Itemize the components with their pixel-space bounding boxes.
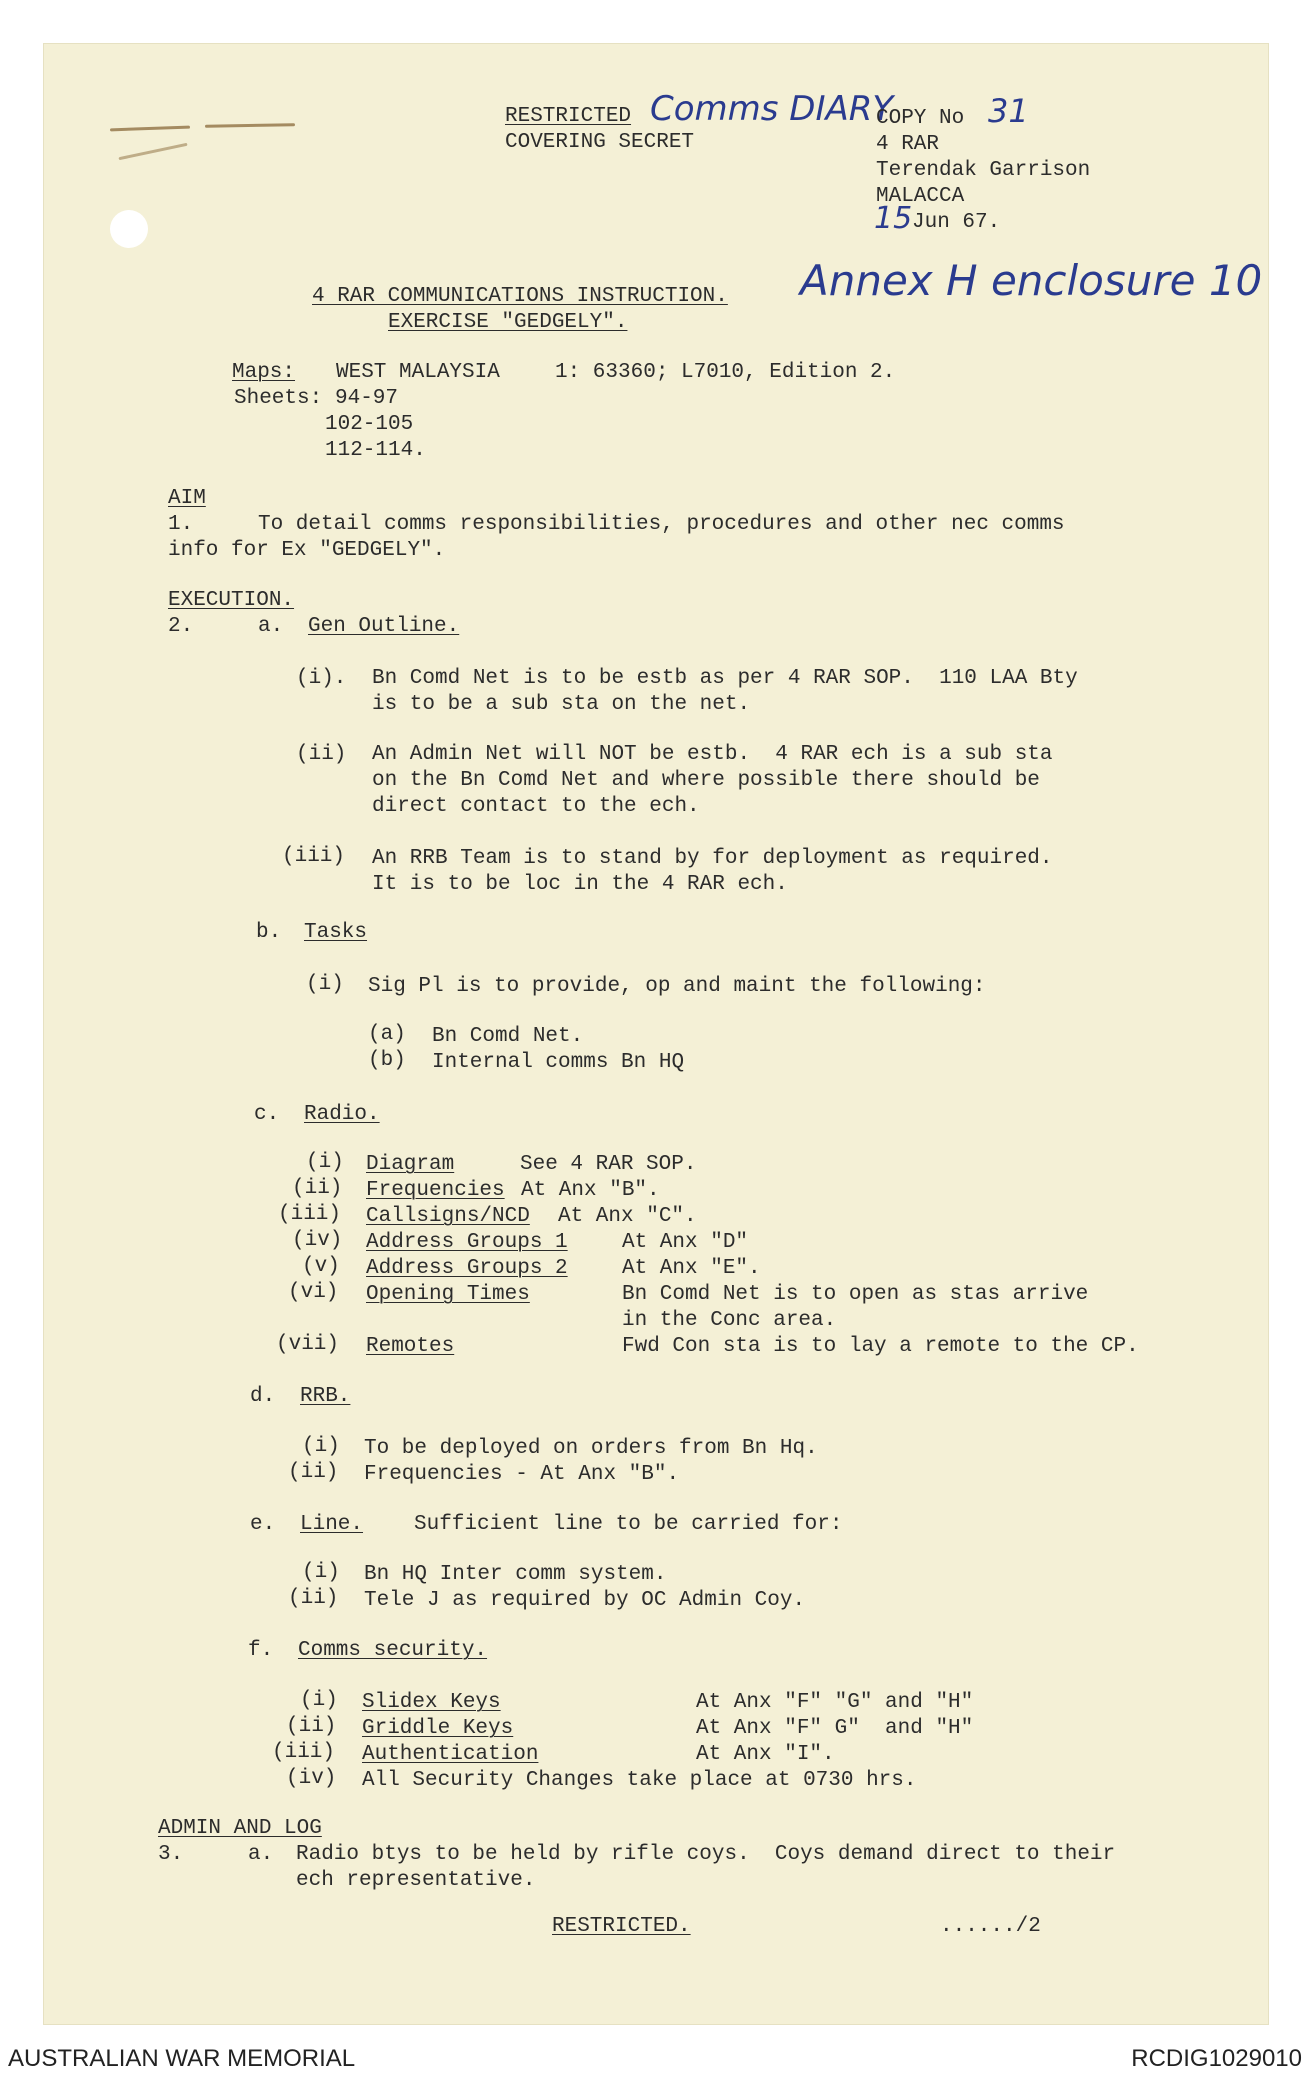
item-text: Frequencies - At Anx "B". bbox=[364, 1463, 680, 1486]
copy-number: 31 bbox=[988, 92, 1029, 130]
item-value: Bn Comd Net is to open as stas arrive bbox=[622, 1283, 1089, 1306]
line-heading: Line. bbox=[300, 1513, 364, 1536]
item-label: Opening Times bbox=[366, 1283, 530, 1306]
item-value: At Anx "B". bbox=[521, 1179, 660, 1202]
aim-heading: AIM bbox=[168, 487, 206, 510]
item-label: Frequencies bbox=[366, 1179, 505, 1202]
restricted-footer: RESTRICTED. bbox=[552, 1915, 691, 1938]
item-number: (b) bbox=[368, 1049, 406, 1072]
item-number: (ii) bbox=[296, 743, 347, 766]
location: Terendak Garrison bbox=[876, 159, 1091, 182]
item-text: on the Bn Comd Net and where possible there should be bbox=[372, 769, 1040, 792]
item-label: Diagram bbox=[366, 1153, 455, 1176]
subpara-letter: e. bbox=[250, 1513, 276, 1536]
item-text: All Security Changes take place at 0730 hrs. bbox=[362, 1769, 917, 1792]
gen-outline-heading: Gen Outline. bbox=[308, 615, 460, 638]
archive-caption-right: RCDIG1029010 bbox=[1131, 2045, 1302, 2072]
item-number: (iii) bbox=[272, 1741, 336, 1764]
sheet-range: 112-114. bbox=[325, 439, 426, 462]
date-rest: Jun 67. bbox=[912, 211, 1001, 234]
item-label: Address Groups 2 bbox=[366, 1257, 568, 1280]
maps-label: Maps: bbox=[232, 361, 296, 384]
item-label: Griddle Keys bbox=[362, 1717, 514, 1740]
item-value: At Anx "I". bbox=[696, 1743, 835, 1766]
map-name: WEST MALAYSIA bbox=[336, 361, 500, 384]
para-number: 2. bbox=[168, 615, 194, 638]
item-text: An RRB Team is to stand by for deployment as required. bbox=[372, 847, 1053, 870]
handwritten-comms-diary: Comms DIARY bbox=[650, 89, 894, 129]
item-text: direct contact to the ech. bbox=[372, 795, 700, 818]
item-text: Internal comms Bn HQ bbox=[432, 1051, 685, 1074]
item-value: At Anx "C". bbox=[558, 1205, 697, 1228]
tasks-heading: Tasks bbox=[304, 921, 368, 944]
subpara-letter: d. bbox=[250, 1385, 276, 1408]
item-value: See 4 RAR SOP. bbox=[520, 1153, 697, 1176]
item-label: Slidex Keys bbox=[362, 1691, 501, 1714]
item-number: (i) bbox=[302, 1561, 340, 1584]
item-text: Bn HQ Inter comm system. bbox=[364, 1563, 667, 1586]
item-value: At Anx "F" G" and "H" bbox=[696, 1717, 974, 1740]
subpara-letter: a. bbox=[258, 615, 284, 638]
item-label: Callsigns/NCD bbox=[366, 1205, 530, 1228]
aim-text: To detail comms responsibilities, procedures and other nec comms bbox=[258, 513, 1065, 536]
subpara-letter: b. bbox=[256, 921, 282, 944]
aim-text: info for Ex "GEDGELY". bbox=[168, 539, 446, 562]
item-text: Tele J as required by OC Admin Coy. bbox=[364, 1589, 806, 1612]
item-number: (iii) bbox=[278, 1203, 342, 1226]
sheet-range: 94-97 bbox=[335, 387, 399, 410]
admin-text: ech representative. bbox=[296, 1869, 536, 1892]
item-text: It is to be loc in the 4 RAR ech. bbox=[372, 873, 788, 896]
item-number: (iii) bbox=[282, 845, 346, 868]
item-number: (iv) bbox=[292, 1229, 343, 1252]
rrb-heading: RRB. bbox=[300, 1385, 351, 1408]
item-text: To be deployed on orders from Bn Hq. bbox=[364, 1437, 818, 1460]
item-number: (iv) bbox=[286, 1767, 337, 1790]
item-number: (ii) bbox=[288, 1461, 339, 1484]
item-text: An Admin Net will NOT be estb. 4 RAR ech is a sub sta bbox=[372, 743, 1053, 766]
subpara-letter: a. bbox=[248, 1843, 274, 1866]
subpara-letter: f. bbox=[248, 1639, 274, 1662]
item-number: (i) bbox=[300, 1689, 338, 1712]
continuation-marker: ....../2 bbox=[940, 1915, 1041, 1938]
para-number: 3. bbox=[158, 1843, 184, 1866]
admin-heading: ADMIN AND LOG bbox=[158, 1817, 322, 1840]
item-number: (i) bbox=[306, 1151, 344, 1174]
sheet-range: 102-105 bbox=[325, 413, 414, 436]
item-value: in the Conc area. bbox=[622, 1309, 837, 1332]
item-number: (ii) bbox=[292, 1177, 343, 1200]
admin-text: Radio btys to be held by rifle coys. Coys demand direct to their bbox=[296, 1843, 1116, 1866]
item-number: (i) bbox=[302, 1435, 340, 1458]
document-page bbox=[44, 44, 1268, 2024]
item-number: (ii) bbox=[286, 1715, 337, 1738]
item-value: At Anx "E". bbox=[622, 1257, 761, 1280]
line-intro: Sufficient line to be carried for: bbox=[414, 1513, 843, 1536]
item-number: (i) bbox=[306, 973, 344, 996]
item-value: Fwd Con sta is to lay a remote to the CP. bbox=[622, 1335, 1139, 1358]
item-label: Address Groups 1 bbox=[366, 1231, 568, 1254]
execution-heading: EXECUTION. bbox=[168, 589, 295, 612]
item-number: (a) bbox=[368, 1023, 406, 1046]
title-line-2: EXERCISE "GEDGELY". bbox=[388, 311, 628, 334]
para-number: 1. bbox=[168, 513, 194, 536]
unit: 4 RAR bbox=[876, 133, 940, 156]
item-label: Authentication bbox=[362, 1743, 539, 1766]
state: MALACCA bbox=[876, 185, 965, 208]
comms-security-heading: Comms security. bbox=[298, 1639, 488, 1662]
item-number: (i). bbox=[296, 667, 347, 690]
sheets-label: Sheets: bbox=[234, 387, 323, 410]
copy-label: COPY No bbox=[876, 107, 965, 130]
item-value: At Anx "F" "G" and "H" bbox=[696, 1691, 974, 1714]
item-text: Bn Comd Net is to be estb as per 4 RAR SOP. 110 LAA Bty bbox=[372, 667, 1078, 690]
restricted-marking: RESTRICTED bbox=[505, 105, 632, 128]
radio-heading: Radio. bbox=[304, 1103, 380, 1126]
item-label: Remotes bbox=[366, 1335, 455, 1358]
title-line-1: 4 RAR COMMUNICATIONS INSTRUCTION. bbox=[312, 285, 728, 308]
item-number: (ii) bbox=[288, 1587, 339, 1610]
item-number: (v) bbox=[302, 1255, 340, 1278]
map-scale: 1: 63360; L7010, Edition 2. bbox=[555, 361, 896, 384]
punch-hole bbox=[110, 210, 148, 248]
handwritten-annex-note: Annex H enclosure 10 bbox=[800, 256, 1263, 305]
item-text: is to be a sub sta on the net. bbox=[372, 693, 751, 716]
item-number: (vii) bbox=[276, 1333, 340, 1356]
item-number: (vi) bbox=[288, 1281, 339, 1304]
covering-secret-marking: COVERING SECRET bbox=[505, 131, 695, 154]
item-text: Sig Pl is to provide, op and maint the following: bbox=[368, 975, 986, 998]
date-day: 15 bbox=[874, 201, 913, 236]
item-value: At Anx "D" bbox=[622, 1231, 749, 1254]
subpara-letter: c. bbox=[254, 1103, 280, 1126]
archive-caption-left: AUSTRALIAN WAR MEMORIAL bbox=[8, 2045, 356, 2072]
item-text: Bn Comd Net. bbox=[432, 1025, 584, 1048]
